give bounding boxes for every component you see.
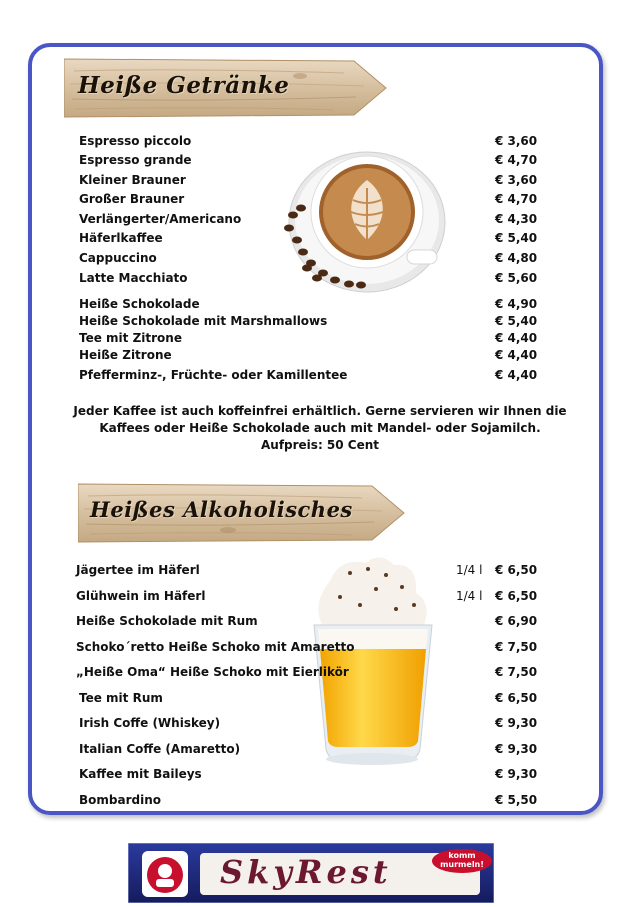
list-item <box>76 589 539 605</box>
list-item <box>79 212 539 228</box>
list-item <box>79 348 539 364</box>
item-name: Verlängerter/Americano <box>79 212 242 226</box>
list-item <box>79 271 539 287</box>
decaf-note <box>60 403 580 454</box>
item-name: Häferlkaffee <box>79 231 163 245</box>
item-name: Glühwein im Häferl <box>76 589 206 603</box>
list-item <box>79 297 539 313</box>
item-name: Cappuccino <box>79 251 157 265</box>
item-name: Heiße Schokolade <box>79 297 200 311</box>
list-item <box>79 134 539 150</box>
item-price: € 6,90 <box>495 614 538 628</box>
item-name: Großer Brauner <box>79 192 185 206</box>
item-name: Italian Coffe (Amaretto) <box>79 742 241 756</box>
latte-drink-image <box>310 553 436 769</box>
item-price: € 4,40 <box>495 348 538 362</box>
item-name: Tee mit Zitrone <box>79 331 182 345</box>
list-item <box>79 368 539 384</box>
skyrest-logo-banner <box>128 843 494 903</box>
list-item <box>79 331 539 347</box>
list-item <box>79 314 539 330</box>
list-item <box>76 640 539 656</box>
item-price: € 4,30 <box>495 212 538 226</box>
item-price: € 4,80 <box>495 251 538 265</box>
list-item <box>79 153 539 169</box>
item-name: Heiße Schokolade mit Rum <box>76 614 258 628</box>
item-price: € 3,60 <box>495 173 538 187</box>
item-name: Latte Macchiato <box>79 271 188 285</box>
section2-title: Heißes Alkoholisches <box>90 497 353 522</box>
item-price: € 4,40 <box>495 368 538 382</box>
item-qty: 1/4 l <box>456 589 483 603</box>
item-price: € 5,40 <box>495 231 538 245</box>
item-price: € 4,70 <box>495 192 538 206</box>
list-item <box>79 793 539 809</box>
item-name: Heiße Schokolade mit Marshmallows <box>79 314 328 328</box>
item-price: € 9,30 <box>495 716 538 730</box>
section2-header-sign <box>78 482 406 544</box>
item-name: Schoko´retto Heiße Schoko mit Amaretto <box>76 640 355 654</box>
item-price: € 3,60 <box>495 134 538 148</box>
item-name: Heiße Zitrone <box>79 348 172 362</box>
item-price: € 5,50 <box>495 793 538 807</box>
skyrest-brand-text: SkyRest <box>220 853 392 891</box>
note-line: Aufpreis: 50 Cent <box>260 438 380 452</box>
item-name: Espresso piccolo <box>79 134 192 148</box>
item-name: Bombardino <box>79 793 161 807</box>
list-item <box>79 691 539 707</box>
item-name: Pfefferminz-, Früchte- oder Kamillentee <box>79 368 348 382</box>
item-price: € 6,50 <box>495 563 538 577</box>
item-name: Tee mit Rum <box>79 691 163 705</box>
list-item <box>79 742 539 758</box>
item-price: € 4,90 <box>495 297 538 311</box>
item-price: € 6,50 <box>495 589 538 603</box>
section1-title: Heiße Getränke <box>78 72 290 99</box>
item-name: Espresso grande <box>79 153 192 167</box>
note-line: Kaffees oder Heiße Schokolade auch mit Mandel- oder Sojamilch. <box>99 421 541 435</box>
item-name: Jägertee im Häferl <box>76 563 200 577</box>
list-item <box>76 665 539 681</box>
slogan-badge: komm murmeln! <box>440 851 484 869</box>
item-price: € 7,50 <box>495 640 538 654</box>
list-item <box>79 173 539 189</box>
item-price: € 4,70 <box>495 153 538 167</box>
list-item <box>79 767 539 783</box>
list-item <box>79 716 539 732</box>
item-price: € 4,40 <box>495 331 538 345</box>
item-price: € 7,50 <box>495 665 538 679</box>
list-item <box>76 614 539 630</box>
item-name: Kaffee mit Baileys <box>79 767 202 781</box>
item-price: € 9,30 <box>495 742 538 756</box>
list-item <box>79 251 539 267</box>
item-price: € 6,50 <box>495 691 538 705</box>
item-price: € 5,60 <box>495 271 538 285</box>
item-name: Kleiner Brauner <box>79 173 186 187</box>
list-item <box>79 192 539 208</box>
item-price: € 5,40 <box>495 314 538 328</box>
item-name: „Heiße Oma“ Heiße Schoko mit Eierlikör <box>76 665 349 679</box>
note-line: Jeder Kaffee ist auch koffeinfrei erhältlich. Gerne servieren wir Ihnen die <box>73 404 567 418</box>
list-item <box>76 563 539 579</box>
list-item <box>79 231 539 247</box>
item-price: € 9,30 <box>495 767 538 781</box>
section1-header-sign <box>64 57 388 119</box>
item-qty: 1/4 l <box>456 563 483 577</box>
item-name: Irish Coffe (Whiskey) <box>79 716 221 730</box>
